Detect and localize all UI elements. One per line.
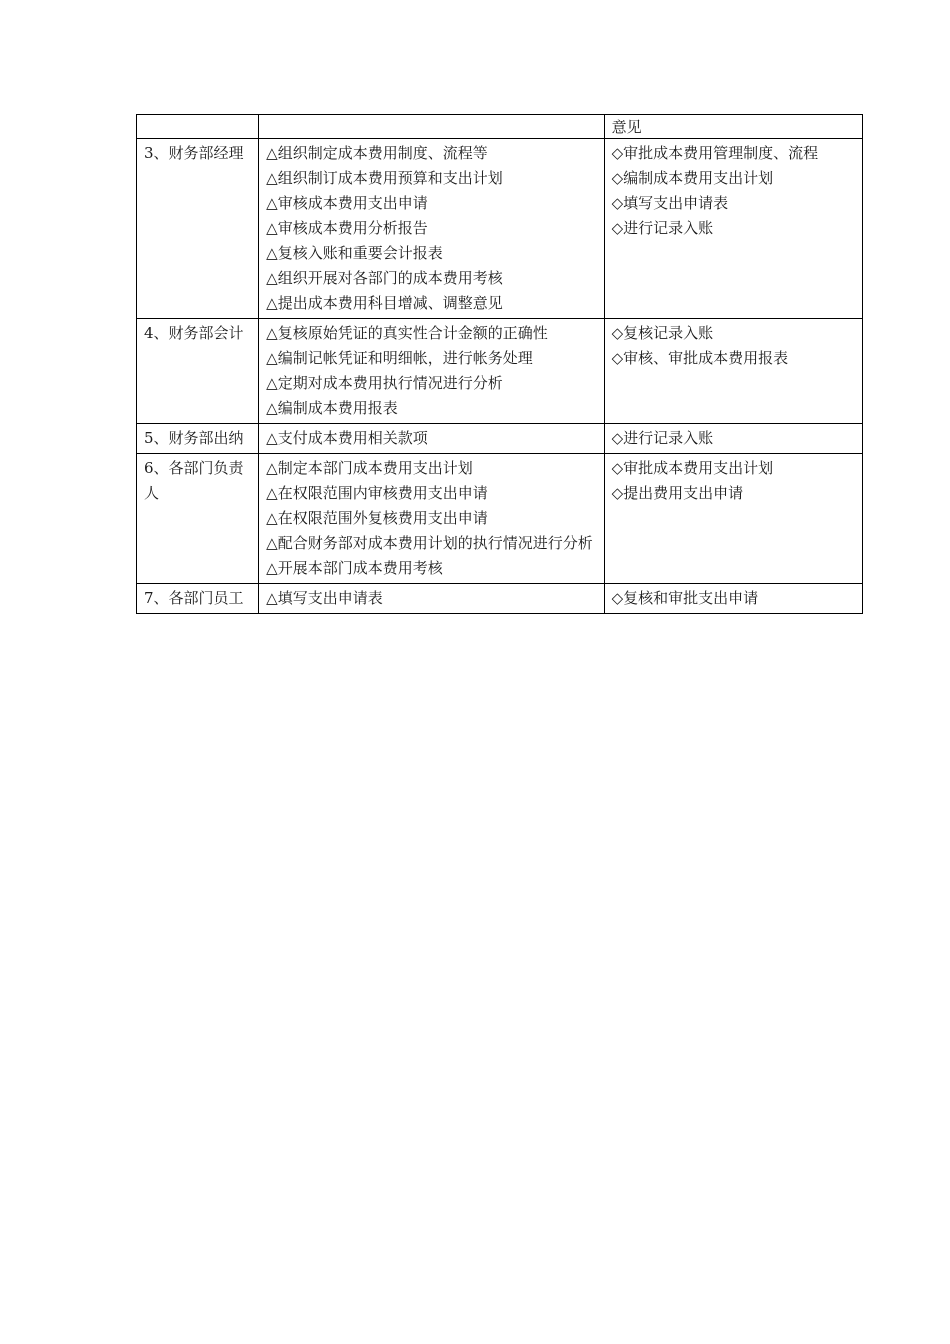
table-row bbox=[137, 319, 863, 424]
responsibility-item: △提出成本费用科目增减、调整意见 bbox=[266, 294, 503, 312]
role-label: 7、各部门员工 bbox=[144, 589, 244, 607]
responsibility-item: △定期对成本费用执行情况进行分析 bbox=[266, 374, 503, 392]
role-cell bbox=[137, 454, 259, 584]
responsibility-table bbox=[136, 114, 863, 614]
responsibility-item: △审核成本费用分析报告 bbox=[266, 219, 428, 237]
responsibility-item: △在权限范围外复核费用支出申请 bbox=[266, 509, 488, 527]
table-row bbox=[137, 139, 863, 319]
authority-item: ◇提出费用支出申请 bbox=[611, 484, 744, 502]
responsibility-item: △审核成本费用支出申请 bbox=[266, 194, 428, 212]
table-header-row bbox=[137, 115, 863, 139]
responsibility-item: △组织开展对各部门的成本费用考核 bbox=[266, 269, 503, 287]
role-cell bbox=[137, 424, 259, 454]
authority-cell bbox=[604, 424, 862, 454]
authority-item: ◇填写支出申请表 bbox=[611, 194, 729, 212]
responsibilities-cell bbox=[259, 424, 604, 454]
responsibility-item: △配合财务部对成本费用计划的执行情况进行分析 bbox=[266, 534, 593, 552]
authority-item: ◇复核记录入账 bbox=[611, 324, 714, 342]
responsibility-item: △组织制订成本费用预算和支出计划 bbox=[266, 169, 503, 187]
responsibility-item: △开展本部门成本费用考核 bbox=[266, 559, 443, 577]
responsibility-item: △编制记帐凭证和明细帐，进行帐务处理 bbox=[266, 349, 533, 367]
responsibility-item: △复核原始凭证的真实性合计金额的正确性 bbox=[266, 324, 548, 342]
responsibility-item: △编制成本费用报表 bbox=[266, 399, 398, 417]
authority-item: ◇审批成本费用管理制度、流程 bbox=[611, 144, 819, 162]
responsibility-item: △制定本部门成本费用支出计划 bbox=[266, 459, 473, 477]
responsibility-item: △在权限范围内审核费用支出申请 bbox=[266, 484, 488, 502]
authority-cell bbox=[604, 454, 862, 584]
role-label: 4、财务部会计 bbox=[144, 324, 244, 342]
role-cell bbox=[137, 319, 259, 424]
authority-item: ◇进行记录入账 bbox=[611, 429, 714, 447]
header-authority-cell: 意见 bbox=[604, 115, 862, 139]
responsibility-item: △复核入账和重要会计报表 bbox=[266, 244, 443, 262]
responsibilities-cell bbox=[259, 584, 604, 614]
table-row bbox=[137, 424, 863, 454]
authority-item: ◇审核、审批成本费用报表 bbox=[611, 349, 789, 367]
authority-cell bbox=[604, 139, 862, 319]
role-cell bbox=[137, 139, 259, 319]
responsibility-item: △支付成本费用相关款项 bbox=[266, 429, 428, 447]
table-row bbox=[137, 584, 863, 614]
role-label: 3、财务部经理 bbox=[144, 144, 244, 162]
responsibilities-cell bbox=[259, 454, 604, 584]
authority-item: ◇审批成本费用支出计划 bbox=[611, 459, 774, 477]
header-responsibilities-cell bbox=[259, 115, 604, 139]
responsibility-item: △组织制定成本费用制度、流程等 bbox=[266, 144, 488, 162]
header-role-cell bbox=[137, 115, 259, 139]
role-label: 5、财务部出纳 bbox=[144, 429, 244, 447]
authority-cell bbox=[604, 584, 862, 614]
authority-item: ◇进行记录入账 bbox=[611, 219, 714, 237]
table-row bbox=[137, 454, 863, 584]
authority-item: ◇编制成本费用支出计划 bbox=[611, 169, 774, 187]
role-cell bbox=[137, 584, 259, 614]
role-label: 6、各部门负责人 bbox=[144, 459, 244, 502]
responsibilities-cell bbox=[259, 139, 604, 319]
responsibility-item: △填写支出申请表 bbox=[266, 589, 383, 607]
authority-item: ◇复核和审批支出申请 bbox=[611, 589, 759, 607]
responsibilities-cell bbox=[259, 319, 604, 424]
authority-cell bbox=[604, 319, 862, 424]
